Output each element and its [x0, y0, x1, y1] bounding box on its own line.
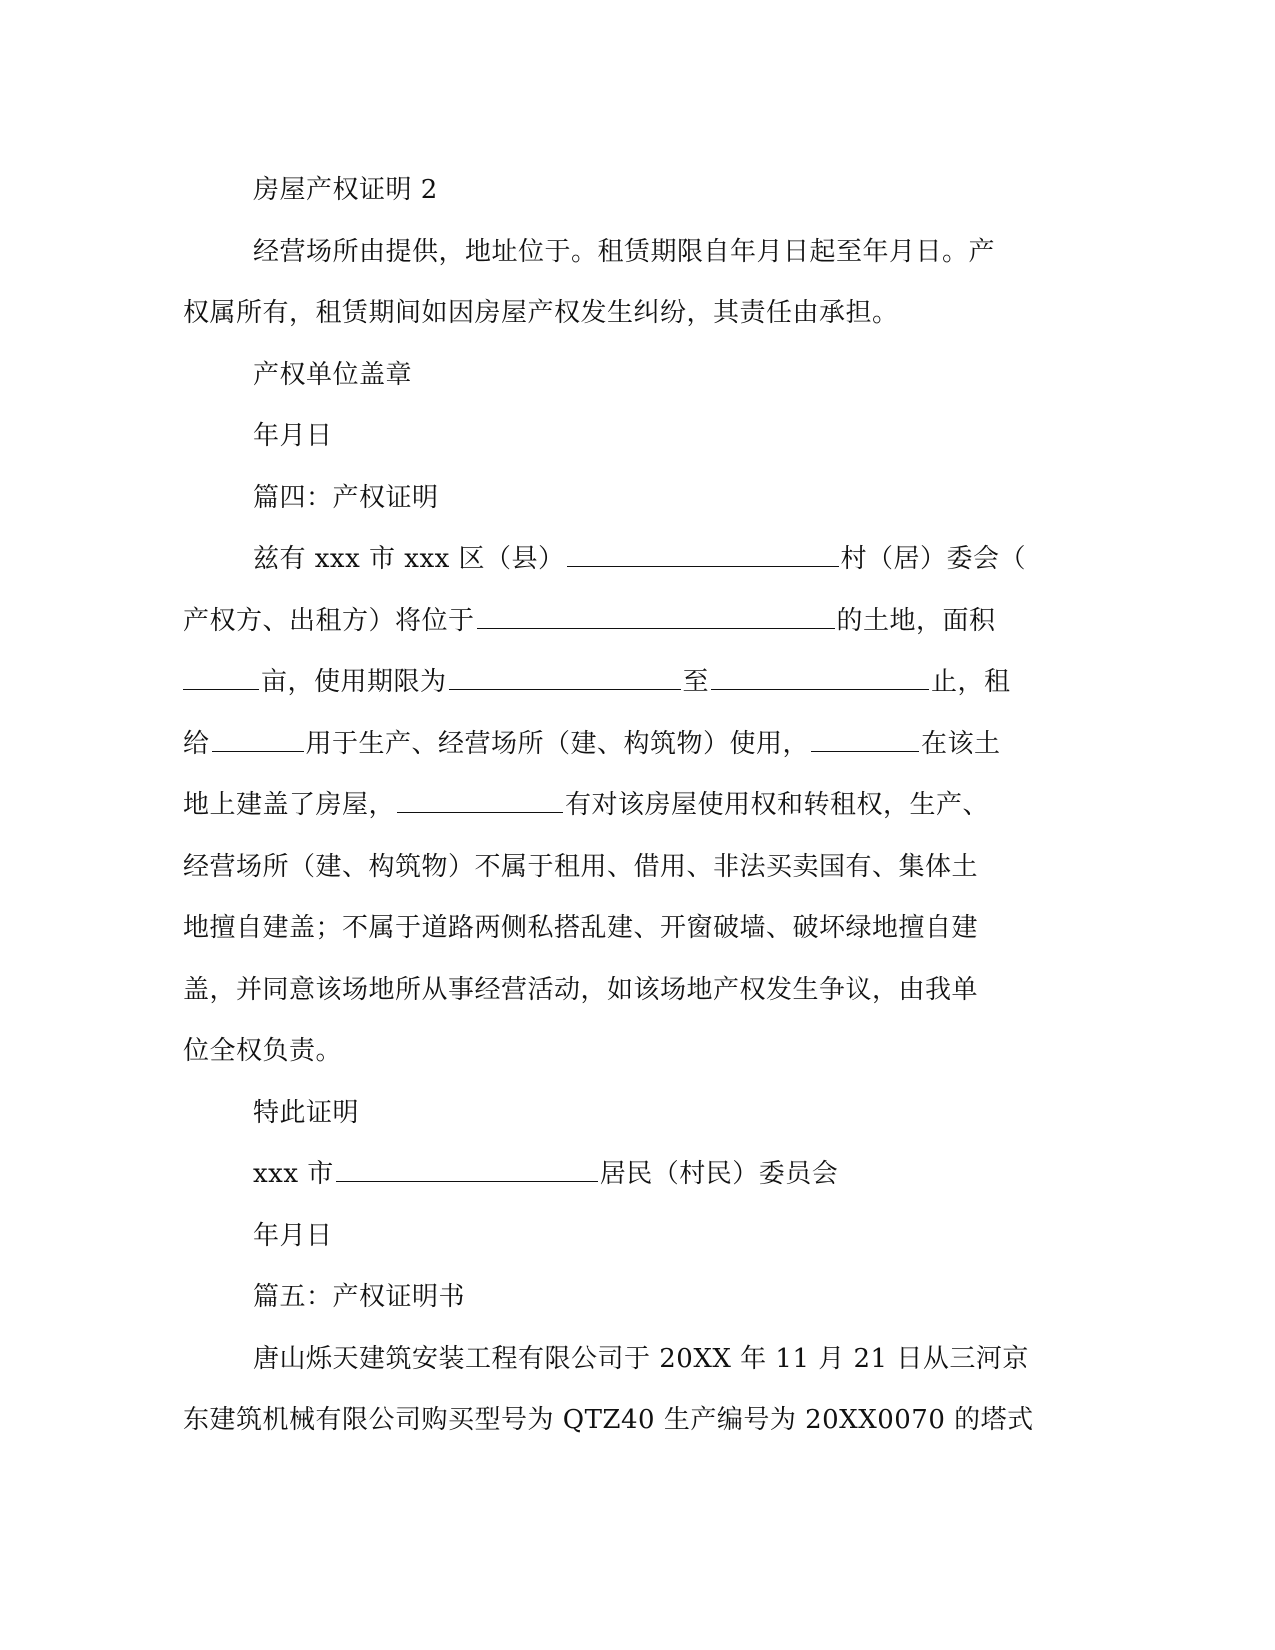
fill-in-blank[interactable]	[449, 669, 681, 690]
text-span: 止，租	[931, 667, 1011, 697]
paragraph-line: 东建筑机械有限公司购买型号为 QTZ40 生产编号为 20XX0070 的塔式	[183, 1405, 1034, 1435]
text-span: 用于生产、经营场所（建、构筑物）使用，	[305, 728, 810, 759]
seal-label: 产权单位盖章	[253, 359, 413, 390]
text-span: 兹有 xxx 市 xxx 区（县）	[253, 544, 565, 574]
paragraph-line	[183, 714, 1073, 776]
paragraph-line: 经营场所（建、构筑物）不属于租用、借用、非法买卖国有、集体土	[183, 851, 979, 882]
document-page	[183, 160, 1073, 1452]
section-title-part-five: 篇五：产权证明书	[253, 1282, 466, 1312]
fill-in-blank[interactable]	[811, 731, 919, 752]
paragraph-line	[183, 591, 1073, 653]
certify-statement: 特此证明	[253, 1097, 360, 1128]
text-span: xxx 市	[253, 1159, 334, 1189]
paragraph-line	[183, 775, 1073, 837]
text-span: 地上建盖了房屋，	[183, 790, 396, 820]
paragraph-line: 地擅自建盖；不属于道路两侧私搭乱建、开窗破墙、破坏绿地擅自建	[183, 913, 979, 943]
paragraph-tower-crane-purchase	[183, 1329, 1073, 1452]
text-span: 给	[183, 728, 210, 759]
text-span: 亩，使用期限为	[261, 667, 447, 697]
fill-in-blank[interactable]	[336, 1161, 598, 1182]
text-span: 至	[682, 667, 710, 697]
text-span: 村（居）委会（	[840, 544, 1027, 574]
section-title-part-four: 篇四：产权证明	[253, 482, 439, 513]
text-span: 的土地，面积	[836, 605, 996, 636]
heading-house-property-certificate-2: 房屋产权证明 2	[253, 175, 438, 205]
committee-signature-line	[183, 1144, 1073, 1206]
fill-in-blank[interactable]	[212, 731, 304, 752]
fill-in-blank[interactable]	[567, 546, 839, 567]
fill-in-blank[interactable]	[397, 792, 563, 813]
date-line: 年月日	[253, 421, 333, 451]
paragraph-line: 权属所有，租赁期间如因房屋产权发生纠纷，其责任由承担。	[183, 298, 899, 328]
paragraph-property-certificate	[183, 529, 1073, 1083]
fill-in-blank[interactable]	[711, 669, 929, 690]
date-line: 年月日	[253, 1220, 333, 1251]
text-span: 居民（村民）委员会	[599, 1159, 839, 1189]
text-span: 在该土	[921, 728, 1001, 759]
paragraph-line	[183, 529, 1073, 591]
paragraph-line: 盖，并同意该场地所从事经营活动，如该场地产权发生争议，由我单	[183, 974, 979, 1005]
paragraph-line: 位全权负责。	[183, 1036, 343, 1066]
text-span: 产权方、出租方）将位于	[183, 605, 475, 636]
fill-in-blank[interactable]	[183, 669, 259, 690]
paragraph-line: 经营场所由提供，地址位于。租赁期限自年月日起至年月日。产	[253, 236, 996, 267]
paragraph-business-premises	[183, 222, 1073, 345]
text-span: 有对该房屋使用权和转租权，生产、	[565, 790, 990, 820]
fill-in-blank[interactable]	[477, 608, 835, 629]
paragraph-line	[183, 652, 1073, 714]
paragraph-line: 唐山烁天建筑安装工程有限公司于 20XX 年 11 月 21 日从三河京	[253, 1343, 1029, 1374]
